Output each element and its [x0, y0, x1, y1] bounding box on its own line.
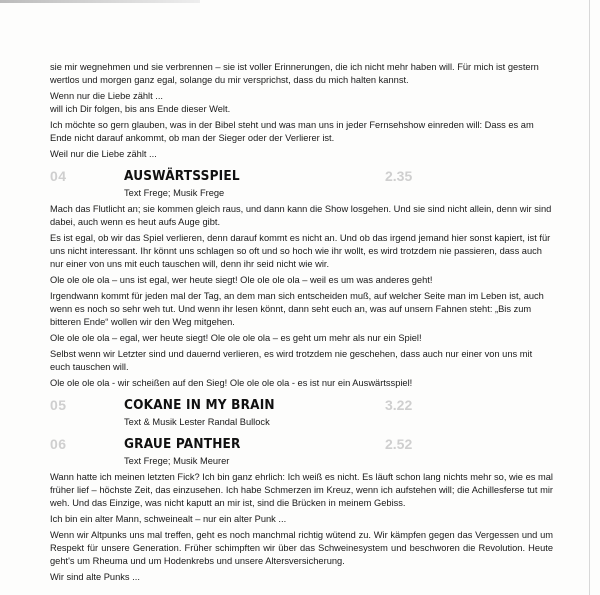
page-edge-line	[589, 0, 590, 595]
lyric-paragraph: Ich bin ein alter Mann, schweinealt – nur ein alter Punk ...	[50, 514, 287, 524]
track-header-05	[50, 399, 553, 416]
track-title: COKANE IN MY BRAIN	[124, 397, 275, 413]
lyric-paragraph: Ole ole ole ola – uns ist egal, wer heute siegt! Ole ole ole ola – weil es um was anderes geht!	[50, 275, 433, 285]
lyric-paragraph: Irgendwann kommt für jeden mal der Tag, an dem man sich entscheiden muß, auf welcher Seite man im Leben ist, auch wenn es noch so sehr weh tut. Und wenn ihr lesen könnt, dann seht euch an, was auf unsern Fahnen steht: „Bis zum bitteren Ende“ wollen wir den Weg mitgehen.	[50, 291, 544, 327]
intro-line: will ich Dir folgen, bis ans Ende dieser Welt.	[50, 104, 231, 114]
track-credit: Text Frege; Musik Frege	[124, 188, 225, 198]
intro-line: Wenn nur die Liebe zählt ...	[50, 91, 164, 101]
lyric-paragraph: Wann hatte ich meinen letzten Fick? Ich bin ganz ehrlich: Ich weiß es nicht. Es läuft schon lang nichts mehr so, wie es mal früher lief – höchste Zeit, das einzusehen. Ich habe Schmerzen im Kreuz, wenn ich aufstehen will; die Achillesferse tut mir weh. Und das Einzige, was nicht kaputt an mir ist, sind die Brücken in meinem Gebiss.	[50, 472, 553, 508]
lyric-paragraph: Ole ole ole ola – egal, wer heute siegt! Ole ole ole ola – es geht um mehr als nur ein Spiel!	[50, 333, 422, 343]
track-duration: 2.35	[385, 168, 413, 184]
lyric-paragraph: Wenn wir Altpunks uns mal treffen, geht es noch manchmal richtig wütend zu. Wir kämpfen gegen das Vergessen und um Respekt für unsere Generation. Früher schimpften wir über das Schweinesystem und beschworen die Revolution. Heute geht's um Rheuma und um Hodenkrebs und unsere Altersversicherung.	[50, 530, 553, 566]
intro-paragraph	[50, 90, 553, 116]
track-title: GRAUE PANTHER	[124, 436, 241, 452]
track-title: AUSWÄRTSSPIEL	[124, 168, 240, 184]
intro-paragraph: sie mir wegnehmen und sie verbrennen – sie ist voller Erinnerungen, die ich nicht mehr haben will. Für mich ist gestern wertlos und morgen ganz egal, solange du mir versprichst, dass du mich halten kannst.	[50, 62, 539, 85]
intro-paragraph: Weil nur die Liebe zählt ...	[50, 149, 157, 159]
lyric-paragraph: Selbst wenn wir Letzter sind und dauernd verlieren, es wird trotzdem nie geschehen, dass auch nur einer von uns mit euch tauschen will.	[50, 349, 533, 372]
track-number: 05	[50, 397, 67, 413]
track-number: 04	[50, 168, 67, 184]
track-duration: 3.22	[385, 397, 413, 413]
track-header-04	[50, 170, 553, 187]
track-header-06	[50, 438, 553, 455]
intro-paragraph: Ich möchte so gern glauben, was in der Bibel steht und was man uns in jeder Fernsehshow einreden will: Dass es am Ende nicht darauf ankommt, ob man der Sieger oder der Verlierer ist.	[50, 120, 534, 143]
lyric-paragraph: Wir sind alte Punks ...	[50, 572, 140, 582]
lyrics-page	[50, 61, 553, 587]
track-credit: Text & Musik Lester Randal Bullock	[124, 417, 270, 427]
track-credit: Text Frege; Musik Meurer	[124, 456, 230, 466]
lyric-paragraph: Es ist egal, ob wir das Spiel verlieren, denn darauf kommt es nicht an. Und ob das irgend jemand hier sonst kapiert, ist für uns nicht interessant. Ihr könnt uns schlagen so oft und so hoch wie ihr wollt, es wird trotzdem nie passieren, dass auch nur einer von uns mit euch tauschen will, denn ihr seid nicht wie wir.	[50, 233, 551, 269]
lyric-paragraph: Ole ole ole ola - wir scheißen auf den Sieg! Ole ole ole ola - es ist nur ein Auswärtsspiel!	[50, 378, 413, 388]
lyric-paragraph: Mach das Flutlicht an; sie kommen gleich raus, und dann kann die Show losgehen. Und sie sind nicht allein, denn wir sind dabei, auch wenn es heut aufs Auge gibt.	[50, 204, 552, 227]
track-number: 06	[50, 436, 67, 452]
page-edge-shadow	[0, 0, 200, 3]
track-duration: 2.52	[385, 436, 413, 452]
